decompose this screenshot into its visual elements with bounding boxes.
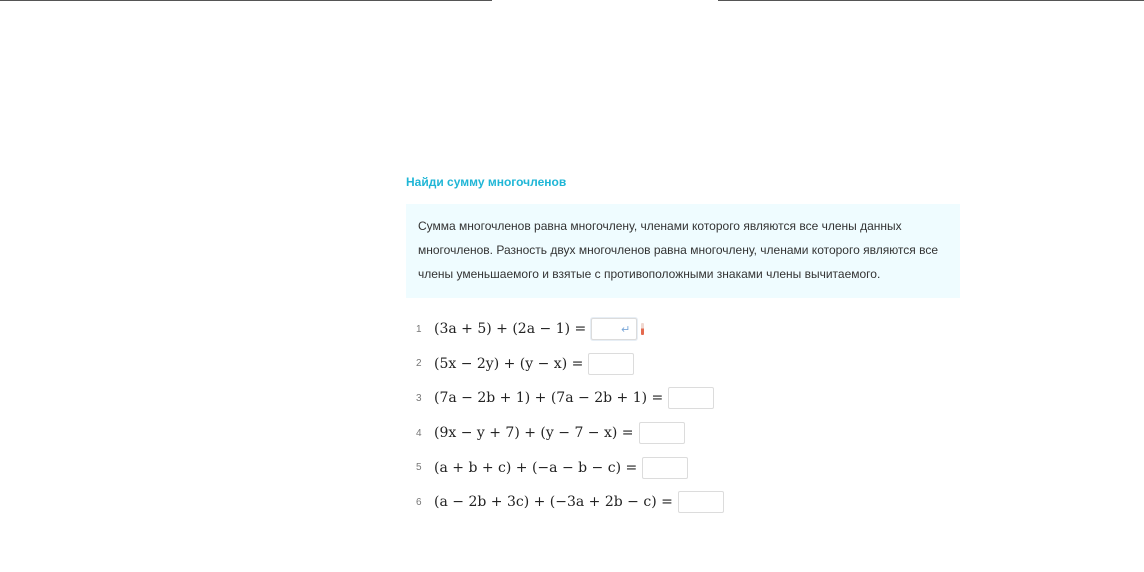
problem-row-5: [406, 450, 960, 485]
problem-row-2: [406, 347, 960, 382]
problem-number: 4: [416, 427, 422, 439]
problem-row-1: [406, 312, 960, 347]
top-divider-left: [0, 0, 492, 1]
task-card: [406, 174, 960, 520]
problem-expression: (9x − y + 7) + (y − 7 − x) =: [434, 425, 634, 442]
problem-expression: (7a − 2b + 1) + (7a − 2b + 1) =: [434, 390, 664, 407]
answer-input-3[interactable]: [668, 387, 714, 409]
problem-list: [406, 312, 960, 520]
problem-number: 6: [416, 496, 422, 508]
answer-input-2[interactable]: [588, 353, 634, 375]
problem-row-6: [406, 485, 960, 520]
problem-expression: (5x − 2y) + (y − x) =: [434, 355, 584, 372]
status-marker-icon: [641, 323, 644, 335]
answer-input-6[interactable]: [678, 491, 724, 513]
problem-number: 2: [416, 358, 422, 370]
problem-row-3: [406, 381, 960, 416]
problem-row-4: [406, 416, 960, 451]
answer-input-5[interactable]: [642, 457, 688, 479]
problem-expression: (3a + 5) + (2a − 1) =: [434, 321, 587, 338]
answer-input-4[interactable]: [639, 422, 685, 444]
answer-input-1[interactable]: [591, 318, 637, 340]
problem-expression: (a − 2b + 3c) + (−3a + 2b − c) =: [434, 494, 673, 511]
problem-number: 3: [416, 392, 422, 404]
problem-expression: (a + b + c) + (−a − b − c) =: [434, 459, 638, 476]
top-divider-right: [718, 0, 1144, 1]
problem-number: 1: [416, 323, 422, 335]
enter-icon: ↵: [621, 323, 631, 336]
problem-number: 5: [416, 462, 422, 474]
task-title: Найди сумму многочленов: [406, 175, 567, 189]
rule-box: Сумма многочленов равна многочлену, членами которого являются все члены данных многочленов. Разность двух многочленов равна многочлену, членами которого являются все члены уменьшаемого и взятые с противоположными знаками члены вычитаемого.: [406, 204, 960, 298]
